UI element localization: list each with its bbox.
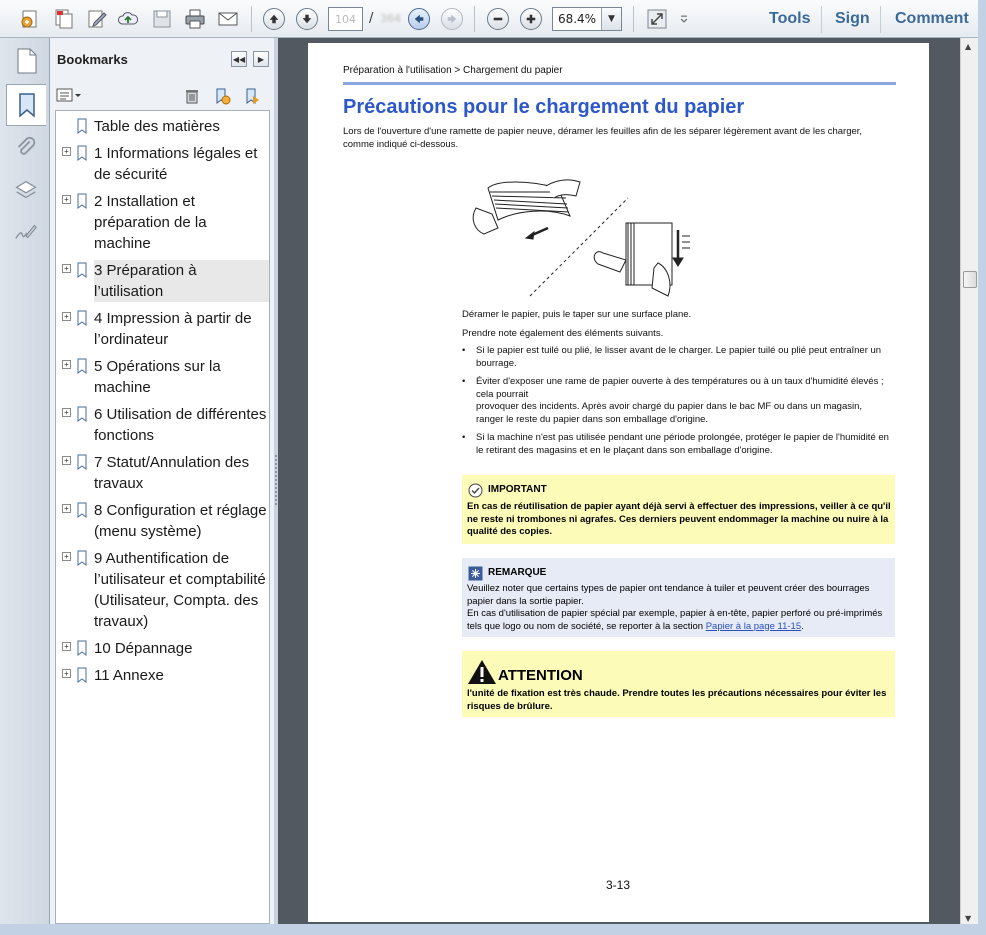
window-border (0, 924, 986, 935)
toolbar-separator (821, 6, 822, 33)
note-icon (468, 566, 483, 581)
bookmark-icon (76, 145, 88, 161)
delete-bookmark-button[interactable] (183, 87, 201, 105)
important-title: IMPORTANT (488, 484, 547, 495)
scrollbar-thumb[interactable] (963, 271, 977, 288)
layers-button[interactable] (12, 176, 40, 204)
go-back-button[interactable] (407, 7, 431, 31)
combine-files-icon[interactable] (52, 7, 76, 31)
remark-text-1: Veuillez noter que certains types de papier ont tendance à tuiler et peuvent créer des bourrages papier dans la sortie papier. (467, 583, 870, 607)
bookmark-label: 3 Préparation à l’utilisation (94, 260, 269, 302)
bookmark-item[interactable] (56, 500, 269, 542)
main-toolbar (0, 0, 986, 38)
print-icon[interactable] (183, 7, 207, 31)
bookmark-icon (76, 502, 88, 518)
plus-icon (520, 8, 542, 30)
bookmark-label: 5 Opérations sur la machine (94, 358, 221, 396)
remark-text-end: . (801, 620, 804, 632)
checkmark-circle-icon (468, 483, 483, 498)
remark-title: REMARQUE (488, 567, 547, 578)
bookmark-options-button[interactable] (56, 87, 84, 105)
bookmark-icon (76, 454, 88, 470)
bookmark-label: 9 Authentification de l’utilisateur et comptabilité (Utilisateur, Compta. des travaux) (94, 550, 266, 630)
remark-text-2: En cas d'utilisation de papier spécial par exemple, papier à en-tête, papier perforé ou pré-imprimés tels que logo ou nom de société, se reporter à la section (467, 608, 883, 632)
bookmark-icon (76, 262, 88, 278)
bookmark-icon (76, 406, 88, 422)
panel-options-button[interactable] (253, 51, 269, 67)
bookmark-label: 10 Dépannage (94, 640, 193, 657)
bookmark-icon (76, 550, 88, 566)
bookmark-label: 4 Impression à partir de l’ordinateur (94, 310, 252, 348)
page-title: Précautions pour le chargement du papier (343, 96, 745, 118)
expand-toggle[interactable]: + (62, 408, 71, 417)
signature-pen-icon (13, 219, 39, 245)
expand-toggle[interactable]: + (62, 642, 71, 651)
arrow-up-icon (263, 8, 285, 30)
bookmark-item[interactable] (56, 116, 269, 137)
bookmark-item[interactable] (56, 191, 269, 254)
bookmarks-panel (50, 38, 274, 935)
minus-icon (487, 8, 509, 30)
bookmark-item[interactable] (56, 452, 269, 494)
arrow-down-icon (296, 8, 318, 30)
bookmark-label: 8 Configuration et réglage (menu système) (94, 502, 267, 540)
toolbar-separator (880, 6, 881, 33)
trash-icon (183, 87, 201, 105)
attention-note (462, 651, 895, 717)
bookmarks-toolbar (50, 82, 274, 110)
sign-button[interactable]: Sign (835, 10, 870, 27)
bookmark-icon (76, 193, 88, 209)
save-icon[interactable] (150, 7, 174, 31)
edit-document-icon[interactable] (85, 7, 109, 31)
expand-toggle[interactable]: + (62, 456, 71, 465)
bookmarks-title: Bookmarks (57, 52, 128, 67)
bookmarks-tab[interactable] (6, 84, 46, 126)
attention-body: l'unité de fixation est très chaude. Prendre toutes les précautions nécessaires pour éviter les risques de brûlure. (467, 688, 887, 712)
zoom-value[interactable]: 68.4% (557, 12, 597, 26)
list-item: • Si le papier est tuilé ou plié, le lisser avant de le charger. Le papier tuilé ou plié peut entraîner un bourrage. (462, 345, 892, 370)
bookmark-item[interactable] (56, 548, 269, 632)
expand-toggle[interactable]: + (62, 312, 71, 321)
attachments-button[interactable] (12, 134, 40, 162)
bookmark-item[interactable] (56, 638, 269, 659)
bookmark-item[interactable] (56, 404, 269, 446)
layers-icon (13, 177, 39, 203)
go-forward-button[interactable] (440, 7, 464, 31)
expand-toggle[interactable]: + (62, 195, 71, 204)
intro-paragraph: Lors de l'ouverture d'une ramette de papier neuve, déramer les feuilles afin de les séparer légèrement avant de les charger, comme indiqué ci-dessous. (343, 126, 863, 150)
tools-button[interactable]: Tools (769, 10, 811, 27)
splitter-grip[interactable] (275, 455, 277, 505)
comment-button[interactable]: Comment (895, 10, 969, 27)
arrow-right-icon (441, 8, 463, 30)
precautions-list (462, 345, 892, 463)
bookmark-icon (76, 667, 88, 683)
list-item: • Éviter d'exposer une rame de papier ouverte à des températures ou à un taux d'humidité élevés ; cela pourrait provoquer des incidents. Après avoir chargé du papier dans le bac MF ou dans un magasin, ranger le reste du papier dans son emballage d'origine. (462, 376, 892, 426)
bookmark-item[interactable] (56, 308, 269, 350)
important-body: En cas de réutilisation de papier ayant déjà servi à effectuer des impressions, veiller à ce qu'il ne reste ni trombones ni agrafes. Ces derniers peuvent endommager la machine ou nuire à la qualité des copies. (467, 501, 891, 537)
page-footer-number: 3-13 (606, 878, 631, 892)
expand-toggle[interactable]: + (62, 264, 71, 273)
important-note (462, 475, 895, 544)
bookmarks-header (50, 38, 274, 82)
remark-note (462, 558, 895, 637)
signatures-button[interactable] (12, 218, 40, 246)
zoom-in-button[interactable] (519, 7, 543, 31)
breadcrumb: Préparation à l'utilisation > Chargement du papier (343, 65, 563, 76)
expand-bookmark-icon (242, 86, 262, 106)
paper-section-link[interactable]: Papier à la page 11-15 (705, 620, 802, 632)
email-icon[interactable] (216, 7, 240, 31)
expand-toggle[interactable]: + (62, 552, 71, 561)
bookmark-item[interactable] (56, 356, 269, 398)
toolbar-separator (251, 6, 252, 32)
next-page-button[interactable] (295, 7, 319, 31)
full-screen-button[interactable] (645, 7, 669, 31)
chevron-down-icon (678, 11, 690, 27)
bookmark-label: 7 Statut/Annulation des travaux (94, 454, 250, 492)
window-border (978, 0, 986, 935)
remark-body (467, 583, 892, 633)
expand-bookmark-button[interactable] (242, 86, 262, 106)
chevron-down-icon[interactable]: ▼ (601, 8, 621, 30)
bookmark-icon (76, 640, 88, 656)
options-menu-icon (56, 87, 84, 105)
bookmark-label: 6 Utilisation de différentes fonctions (94, 406, 267, 444)
expand-toggle[interactable]: + (62, 360, 71, 369)
bookmark-label: 11 Annexe (94, 667, 164, 684)
expand-toggle[interactable]: + (62, 504, 71, 513)
zoom-out-button[interactable] (486, 7, 510, 31)
attention-title: ATTENTION (498, 667, 583, 684)
bookmark-icon (76, 118, 88, 134)
page-thumbnails-icon (8, 44, 44, 78)
note-lead: Prendre note également des éléments suivants. (462, 328, 664, 339)
warning-triangle-icon (467, 659, 497, 685)
vertical-scrollbar[interactable] (960, 38, 978, 935)
zoom-select[interactable] (552, 7, 622, 31)
heading-rule (343, 82, 896, 85)
page-separator: / (369, 11, 374, 26)
page-total: 364 (380, 12, 401, 25)
navigation-rail (0, 38, 50, 935)
upload-cloud-icon[interactable] (116, 7, 140, 31)
bookmark-item[interactable] (56, 143, 269, 185)
pdf-page (308, 43, 929, 922)
bookmark-label: 2 Installation et préparation de la machine (94, 193, 207, 252)
illustration-caption: Déramer le papier, puis le taper sur une surface plane. (462, 309, 692, 320)
paper-fanning-illustration (468, 168, 698, 303)
expand-toggle[interactable]: + (62, 147, 71, 156)
expand-icon (646, 8, 668, 30)
arrow-left-icon (408, 8, 430, 30)
collapse-panel-button[interactable] (231, 51, 247, 67)
bookmark-item[interactable] (56, 665, 269, 686)
page-number-input[interactable]: 104 (328, 7, 363, 31)
scroll-up-icon[interactable]: ▲ (965, 42, 972, 51)
create-pdf-icon[interactable] (18, 7, 42, 31)
toolbar-separator (633, 6, 634, 32)
list-item: • Si la machine n'est pas utilisée pendant une période prolongée, protéger le papier de l'humidité en le retirant des magasins et en le plaçant dans son emballage d'origine. (462, 432, 892, 457)
paperclip-icon (13, 135, 39, 161)
double-chevron-left-icon: ◀◀ (232, 54, 246, 64)
scroll-down-icon[interactable]: ▼ (965, 914, 972, 923)
bookmarks-tree (55, 110, 270, 924)
bookmark-item[interactable] (56, 260, 269, 302)
bookmark-label: Table des matières (94, 118, 220, 135)
bookmark-icon (76, 358, 88, 374)
new-bookmark-button[interactable] (212, 86, 232, 106)
new-bookmark-icon (212, 86, 232, 106)
previous-page-button[interactable] (262, 7, 286, 31)
toolbar-separator (474, 6, 475, 32)
triangle-right-icon: ▶ (257, 54, 265, 64)
bookmark-ribbon-icon (7, 85, 47, 127)
bookmark-icon (76, 310, 88, 326)
page-thumbnails-button[interactable] (8, 44, 44, 78)
toolbar-overflow-button[interactable] (676, 7, 692, 31)
bookmark-label: 1 Informations légales et de sécurité (94, 145, 258, 183)
expand-toggle[interactable]: + (62, 669, 71, 678)
